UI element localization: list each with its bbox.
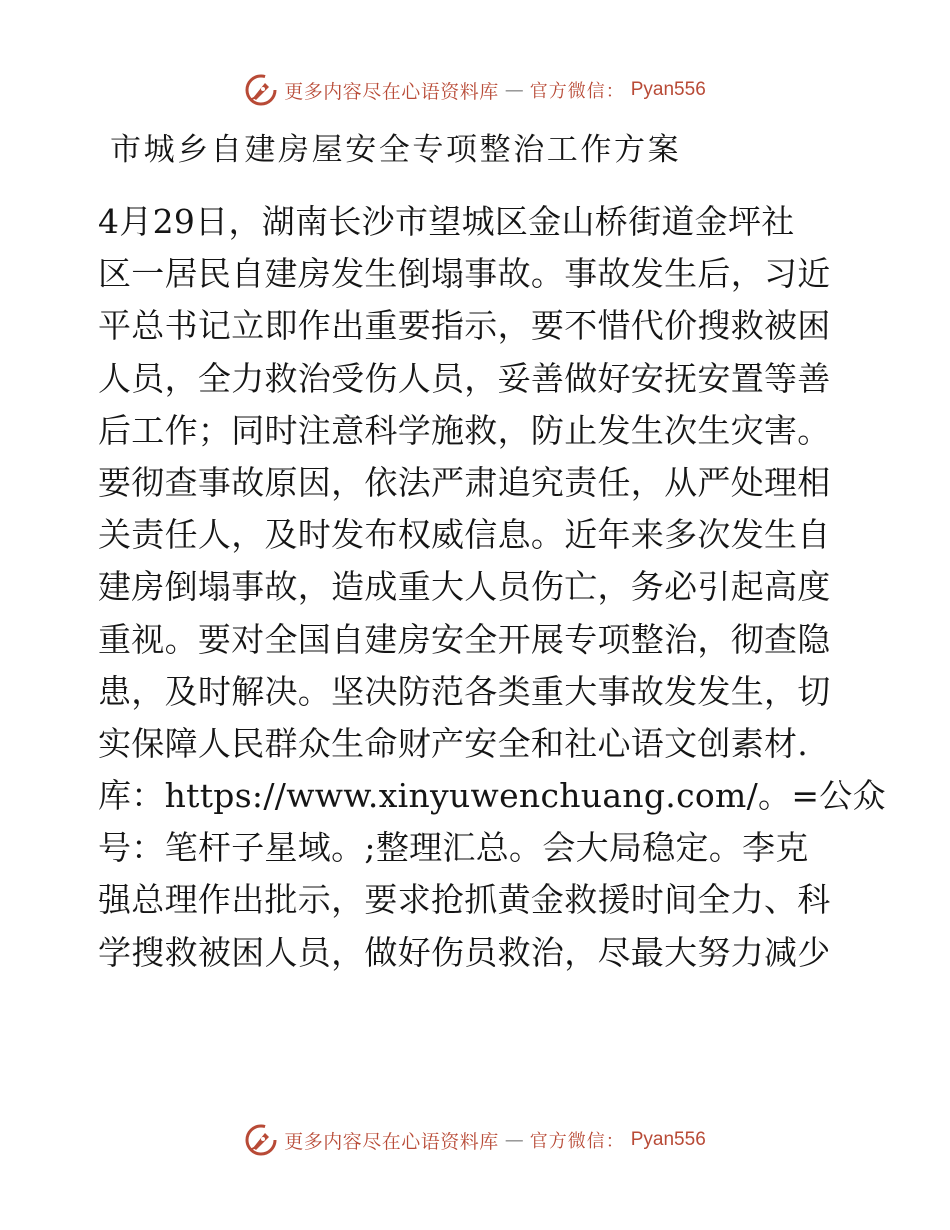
body-line-3: 平总书记立即作出重要指示，要不惜代价搜救被困 <box>98 306 831 346</box>
body-line-1: 4月29日，湖南长沙市望城区金山桥街道金坪社 <box>98 202 795 241</box>
footer-watermark <box>0 1120 950 1160</box>
pen-nib-icon <box>244 1123 278 1157</box>
body-line-2: 区一居民自建房发生倒塌事故。事故发生后，习近 <box>98 254 831 294</box>
watermark-separator: — <box>504 79 524 101</box>
watermark-brand: 更多内容尽在心语资料库 <box>284 1130 499 1153</box>
watermark-official-label: 官方微信： <box>529 81 625 102</box>
body-line-14: 强总理作出批示，要求抢抓黄金救援时间全力、科 <box>98 880 831 920</box>
body-line-9: 重视。要对全国自建房安全开展专项整治，彻查隐 <box>98 619 831 659</box>
body-line-4: 人员，全力救治受伤人员，妥善做好安抚安置等善 <box>98 358 831 398</box>
body-line-5: 后工作；同时注意科学施救，防止发生次生灾害。 <box>98 410 831 450</box>
header-watermark <box>0 70 950 110</box>
body-line-6: 要彻查事故原因，依法严肃追究责任，从严处理相 <box>98 462 831 502</box>
body-line-10: 患，及时解决。坚决防范各类重大事故发发生，切 <box>98 671 831 711</box>
watermark-wechat-id: Pyan556 <box>630 79 706 100</box>
watermark-separator: — <box>504 1129 524 1151</box>
document-body <box>98 196 886 979</box>
body-line-12: 库：https://www.xinyuwenchuang.com/。=公众 <box>98 776 886 816</box>
pen-nib-icon <box>244 73 278 107</box>
body-line-8: 建房倒塌事故，造成重大人员伤亡，务必引起高度 <box>98 567 831 607</box>
body-line-15: 学搜救被困人员，做好伤员救治，尽最大努力减少 <box>98 932 831 972</box>
body-line-13: 号：笔杆子星域。;整理汇总。会大局稳定。李克 <box>98 828 809 868</box>
watermark-wechat-id: Pyan556 <box>630 1129 706 1150</box>
watermark-official-label: 官方微信： <box>529 1131 625 1152</box>
document-title: 市城乡自建房屋安全专项整治工作方案 <box>110 132 682 168</box>
body-line-11: 实保障人民群众生命财产安全和社心语文创素材. <box>98 723 809 763</box>
body-line-7: 关责任人，及时发布权威信息。近年来多次发生自 <box>98 515 831 555</box>
watermark-brand: 更多内容尽在心语资料库 <box>284 80 499 103</box>
